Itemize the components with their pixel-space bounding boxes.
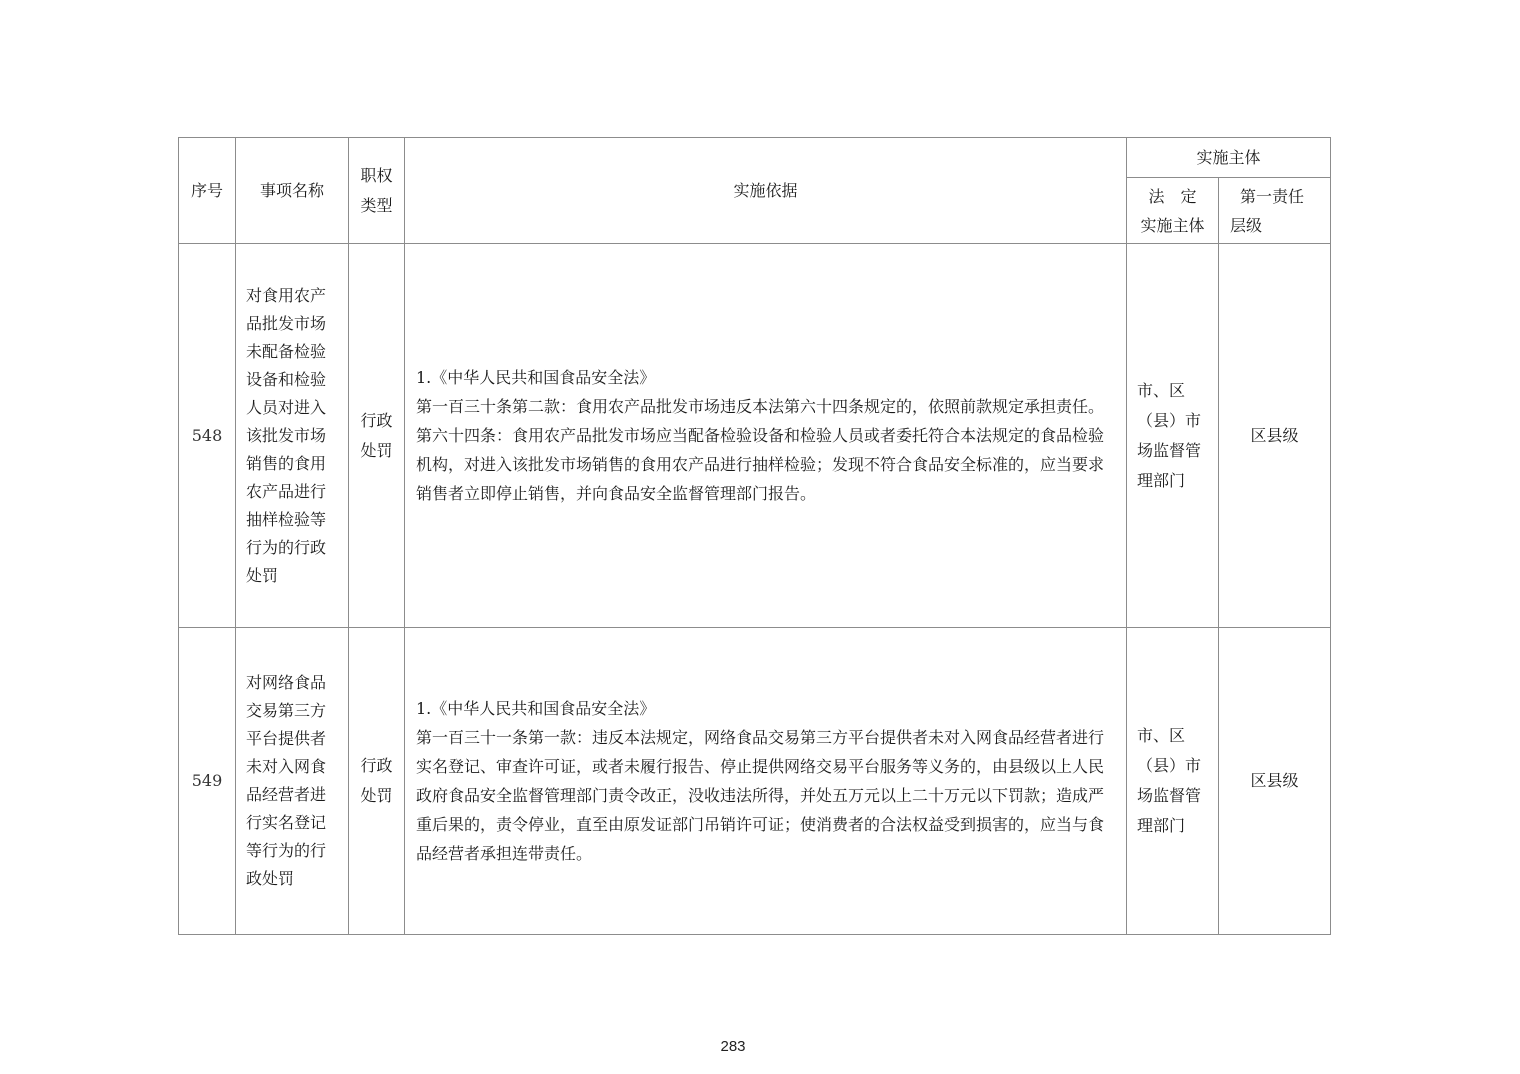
- row-first-level: 区县级: [1219, 628, 1331, 935]
- header-type-line1: 职权: [360, 165, 393, 185]
- header-first-level: [1219, 178, 1331, 244]
- header-row-1: [179, 138, 1331, 178]
- header-first-level-line2: 层级: [1230, 215, 1263, 235]
- header-basis: 实施依据: [405, 138, 1127, 244]
- row-index: 549: [179, 628, 236, 935]
- row-basis-article: 第一百三十一条第一款：违反本法规定，网络食品交易第三方平台提供者未对入网食品经营者进行实名登记、审查许可证，或者未履行报告、停止提供网络交易平台服务等义务的，由县级以上人民政府食品安全监督管理部门责令改正，没收违法所得，并处五万元以上二十万元以下罚款；造成严重后果的，责令停业，直至由原发证部门吊销许可证；使消费者的合法权益受到损害的，应当与食品经营者承担连带责任。: [416, 728, 1105, 863]
- header-type: [349, 138, 405, 244]
- row-legal-entity: 市、区（县）市场监督管理部门: [1127, 628, 1219, 935]
- row-item-name: 对食用农产品批发市场未配备检验设备和检验人员对进入该批发市场销售的食用农产品进行抽样检验等行为的行政处罚: [236, 244, 349, 628]
- row-power-type: [349, 244, 405, 628]
- row-index: 548: [179, 244, 236, 628]
- table-row: [179, 244, 1331, 628]
- table-row: [179, 628, 1331, 935]
- header-first-level-line1: 第一责任: [1240, 186, 1305, 206]
- header-legal-entity-line1: 法 定: [1148, 186, 1197, 206]
- row-power-type-line2: 处罚: [360, 440, 393, 460]
- enforcement-table: [178, 137, 1331, 935]
- row-basis-article: 第六十四条：食用农产品批发市场应当配备检验设备和检验人员或者委托符合本法规定的食品检验机构，对进入该批发市场销售的食用农产品进行抽样检验；发现不符合食品安全标准的，应当要求销售者立即停止销售，并向食品安全监督管理部门报告。: [416, 426, 1105, 503]
- row-power-type: [349, 628, 405, 935]
- row-basis-law: 1.《中华人民共和国食品安全法》: [416, 699, 656, 718]
- row-basis-law: 1.《中华人民共和国食品安全法》: [416, 368, 656, 387]
- header-legal-entity: [1127, 178, 1219, 244]
- header-type-line2: 类型: [360, 195, 393, 215]
- row-basis-article: 第一百三十条第二款：食用农产品批发市场违反本法第六十四条规定的，依照前款规定承担责任。: [416, 397, 1105, 416]
- header-entity-group: 实施主体: [1127, 138, 1331, 178]
- row-basis: [405, 628, 1127, 935]
- row-legal-entity: 市、区（县）市场监督管理部门: [1127, 244, 1219, 628]
- row-first-level: 区县级: [1219, 244, 1331, 628]
- page-number: 283: [720, 1038, 746, 1055]
- row-power-type-line1: 行政: [360, 410, 393, 430]
- header-legal-entity-line2: 实施主体: [1140, 215, 1205, 235]
- header-index: 序号: [179, 138, 236, 244]
- row-power-type-line2: 处罚: [360, 786, 393, 805]
- header-name: 事项名称: [236, 138, 349, 244]
- row-basis: [405, 244, 1127, 628]
- row-item-name: 对网络食品交易第三方平台提供者未对入网食品经营者进行实名登记等行为的行政处罚: [236, 628, 349, 935]
- row-power-type-line1: 行政: [360, 756, 393, 775]
